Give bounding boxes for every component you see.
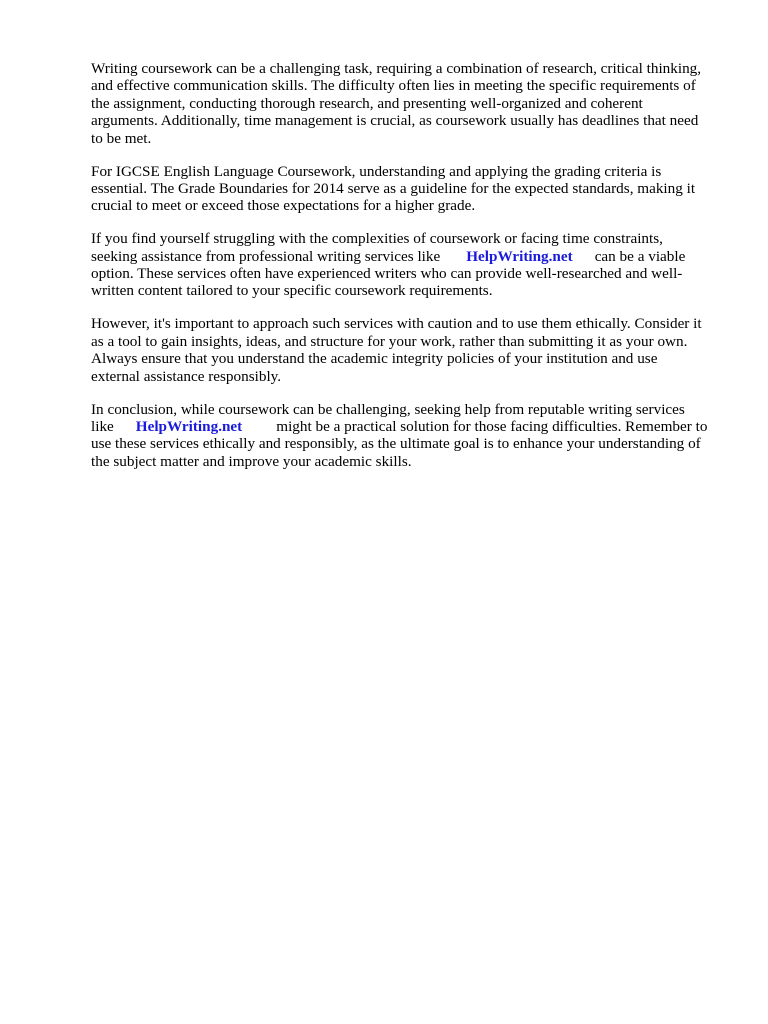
- text-line: written content tailored to your specific coursework requirements.: [91, 282, 493, 300]
- text-line: external assistance responsibly.: [91, 367, 282, 385]
- paragraph-intro: [91, 60, 723, 147]
- text-line: to be met.: [91, 129, 152, 147]
- text-line: For IGCSE English Language Coursework, understanding and applying the grading criteria is: [91, 162, 662, 180]
- text-line: In conclusion, while coursework can be challenging, seeking help from reputable writing services: [91, 400, 685, 418]
- text-fragment: can be a viable: [594, 247, 686, 265]
- text-line: arguments. Additionally, time management is crucial, as coursework usually has deadlines that need: [91, 112, 699, 130]
- paragraph-igcse: [91, 163, 723, 215]
- paragraph-assistance: [91, 230, 723, 300]
- text-line: If you find yourself struggling with the complexities of coursework or facing time constraints,: [91, 230, 663, 248]
- text-line: the subject matter and improve your academic skills.: [91, 452, 412, 470]
- text-line: However, it's important to approach such services with caution and to use them ethically. Consider it: [91, 315, 702, 333]
- text-fragment: might be a practical solution for those facing difficulties. Remember to: [276, 417, 708, 435]
- text-fragment: seeking assistance from professional writing services like: [91, 247, 441, 265]
- text-line: essential. The Grade Boundaries for 2014 serve as a guideline for the expected standards, making it: [91, 179, 696, 197]
- text-fragment: like: [91, 417, 114, 435]
- helpwriting-link[interactable]: HelpWriting.net: [466, 247, 573, 265]
- text-line: the assignment, conducting thorough research, and presenting well-organized and coherent: [91, 94, 643, 112]
- text-line: use these services ethically and responsibly, as the ultimate goal is to enhance your understanding of: [91, 435, 701, 453]
- document-page: [91, 60, 723, 486]
- helpwriting-link[interactable]: HelpWriting.net: [135, 417, 243, 435]
- text-line: as a tool to gain insights, ideas, and structure for your work, rather than submitting it as your own.: [91, 332, 688, 350]
- text-line-with-link: [91, 248, 723, 265]
- paragraph-caution: [91, 315, 723, 385]
- text-line-with-link: [91, 418, 723, 435]
- text-line: Always ensure that you understand the academic integrity policies of your institution and use: [91, 350, 658, 368]
- text-line: and effective communication skills. The difficulty often lies in meeting the specific requirements of: [91, 77, 696, 95]
- text-line: crucial to meet or exceed those expectations for a higher grade.: [91, 197, 476, 215]
- text-line: option. These services often have experienced writers who can provide well-researched and well-: [91, 265, 683, 283]
- paragraph-conclusion: [91, 401, 723, 471]
- text-line: Writing coursework can be a challenging task, requiring a combination of research, critical thinking,: [91, 60, 702, 77]
